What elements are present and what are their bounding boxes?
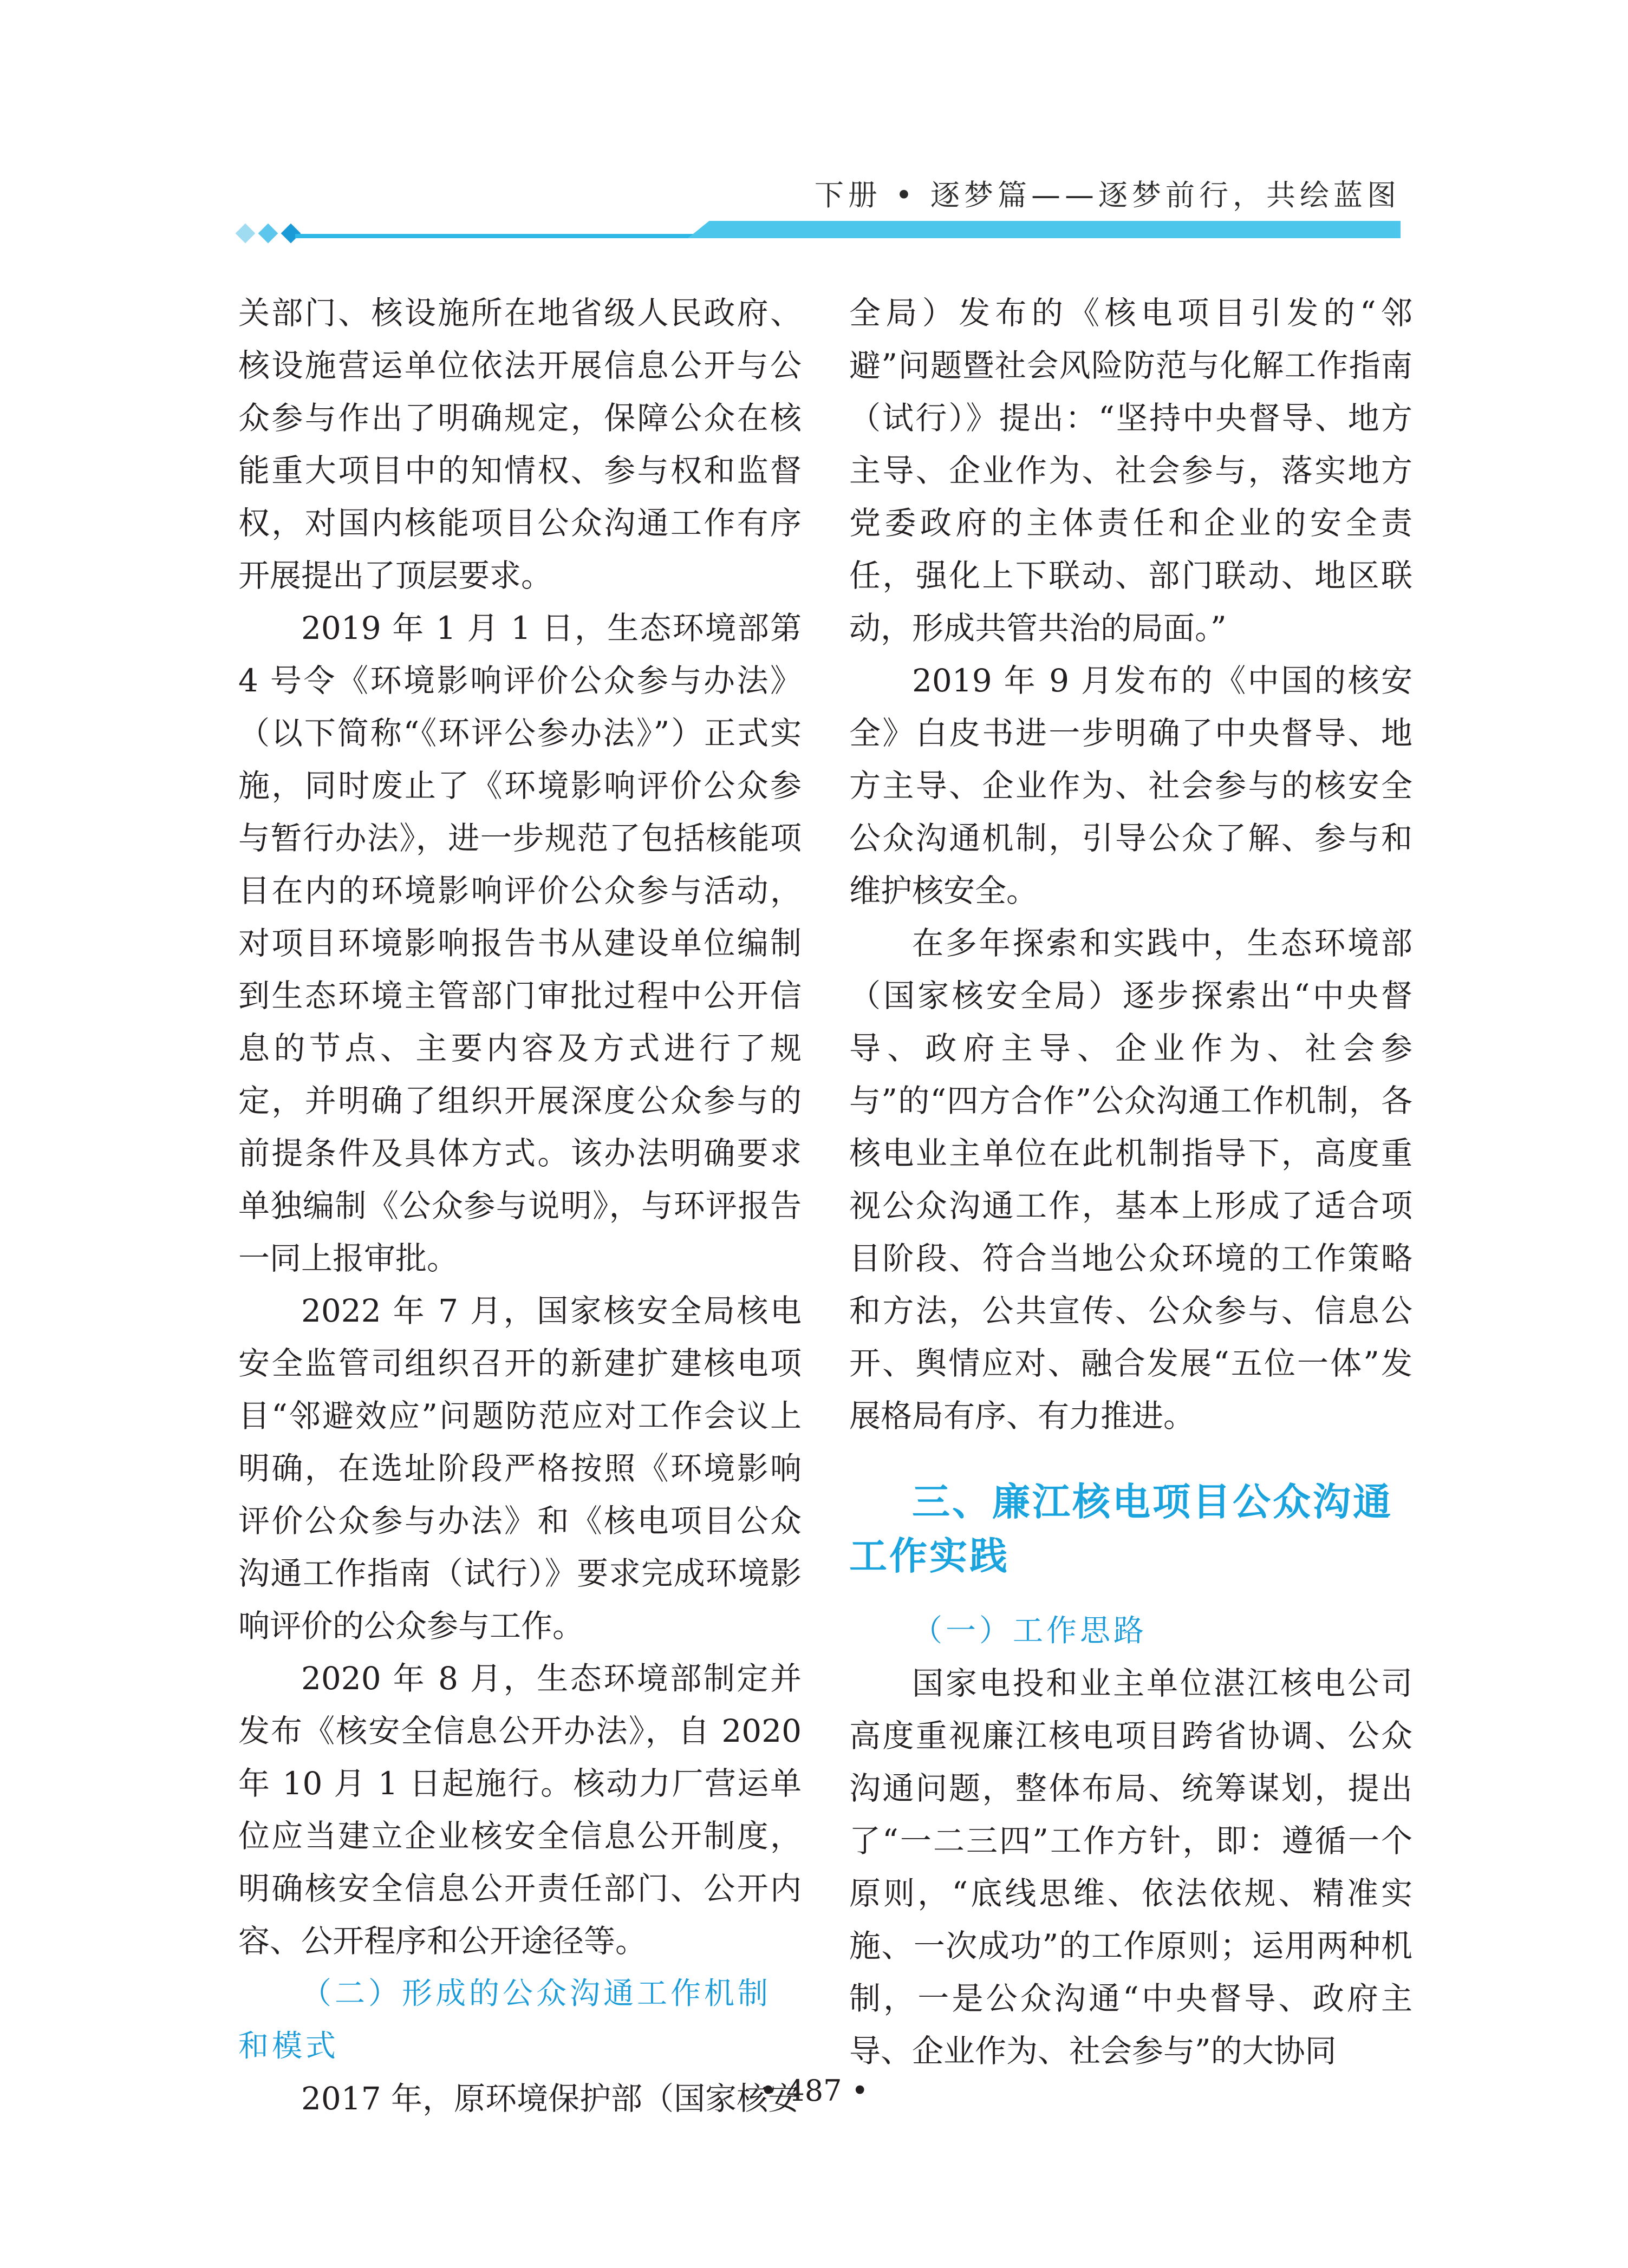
header-title: 下册 • 逐梦篇——逐梦前行，共绘蓝图	[814, 178, 1401, 212]
left-column	[238, 287, 802, 2125]
subheading: （一）工作思路	[912, 1613, 1147, 1649]
paragraph: 2017 年，原环境保护部（国家核安	[301, 2080, 800, 2117]
paragraph: 2022 年 7 月，国家核安全局核电安全监管司组织召开的新建扩建核电项目“邻避效应”问题防范应对工作会议上明确，在选址阶段严格按照《环境影响评价公众参与办法》和《核电项目公众沟通工作指南（试行）》要求完成环境影响评价的公众参与工作。	[238, 1292, 802, 1644]
paragraph: 2019 年 1 月 1 日，生态环境部第 4 号令《环境影响评价公众参与办法》（以下简称“《环评公参办法》”）正式实施，同时废止了《环境影响评价公众参与暂行办法》，进一步规范了包括核能项目在内的环境影响评价公众参与活动，对项目环境影响报告书从建设单位编制到生态环境主管部门审批过程中公开信息的节点、主要内容及方式进行了规定，并明确了组织开展深度公众参与的前提条件及具体方式。该办法明确要求单独编制《公众参与说明》，与环评报告一同上报审批。	[238, 610, 802, 1277]
header-diamonds	[238, 226, 298, 240]
right-column	[849, 287, 1412, 2077]
paragraph: 国家电投和业主单位湛江核电公司高度重视廉江核电项目跨省协调、公众沟通问题，整体布局、统筹谋划，提出了“一二三四”工作方针，即：遵循一个原则，“底线思维、依法依规、精准实施、一次成功”的工作原则；运用两种机制，一是公众沟通“中央督导、政府主导、企业作为、社会参与”的大协同	[849, 1665, 1412, 2069]
section-heading: 三、廉江核电项目公众沟通工作实践	[849, 1480, 1393, 1578]
paragraph: 2020 年 8 月，生态环境部制定并发布《核安全信息公开办法》，自 2020 年 10 月 1 日起施行。核动力厂营运单位应当建立企业核安全信息公开制度，明确核安全信息公开责任部门、公开内容、公开程序和公开途径等。	[238, 1660, 802, 1959]
page-number: • 487 •	[759, 2074, 869, 2108]
diamond-icon	[258, 224, 278, 244]
paragraph: 关部门、核设施所在地省级人民政府、核设施营运单位依法开展信息公开与公众参与作出了明确规定，保障公众在核能重大项目中的知情权、参与权和监督权，对国内核能项目公众沟通工作有序开展提出了顶层要求。	[238, 295, 802, 594]
paragraph: 2019 年 9 月发布的《中国的核安全》白皮书进一步明确了中央督导、地方主导、企业作为、社会参与的核安全公众沟通机制，引导公众了解、参与和维护核安全。	[849, 662, 1412, 909]
subheading: （二）形成的公众沟通工作机制和模式	[238, 1976, 771, 2064]
paragraph: 在多年探索和实践中，生态环境部（国家核安全局）逐步探索出“中央督导、政府主导、企业作为、社会参与”的“四方合作”公众沟通工作机制，各核电业主单位在此机制指导下，高度重视公众沟通工作，基本上形成了适合项目阶段、符合当地公众环境的工作策略和方法，公共宣传、公众参与、信息公开、舆情应对、融合发展“五位一体”发展格局有序、有力推进。	[849, 925, 1412, 1434]
header-band	[688, 221, 1401, 238]
diamond-icon	[281, 224, 301, 244]
paragraph: 全局）发布的《核电项目引发的“邻避”问题暨社会风险防范与化解工作指南（试行）》提出：“坚持中央督导、地方主导、企业作为、社会参与，落实地方党委政府的主体责任和企业的安全责任，强化上下联动、部门联动、地区联动，形成共管共治的局面。”	[849, 295, 1412, 646]
diamond-icon	[236, 224, 256, 244]
